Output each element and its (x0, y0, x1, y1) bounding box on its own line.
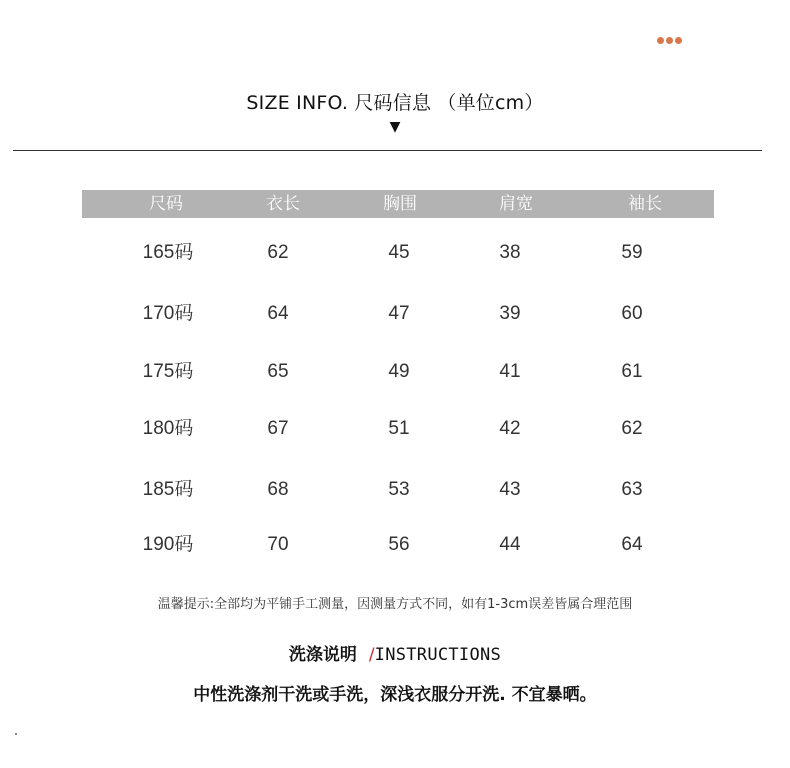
cell-length: 62 (267, 242, 289, 263)
cell-size: 170码 (142, 303, 194, 324)
cell-sleeve: 62 (621, 418, 643, 439)
title-slash: / (368, 645, 375, 665)
cell-length: 65 (267, 361, 289, 382)
cell-shoulder: 43 (499, 479, 521, 500)
cell-shoulder: 44 (499, 534, 521, 555)
table-header (82, 190, 714, 218)
cell-size: 180码 (142, 418, 194, 439)
cell-sleeve: 59 (621, 242, 643, 263)
cell-chest: 56 (388, 534, 410, 555)
wash-instructions-text: 中性洗涤剂干洗或手洗，深浅衣服分开洗. 不宜暴晒。 (193, 685, 597, 705)
cell-sleeve: 60 (621, 303, 643, 324)
cell-shoulder: 42 (499, 418, 521, 439)
cell-shoulder: 41 (499, 361, 521, 382)
table-row (82, 530, 714, 560)
dot (657, 37, 664, 44)
dot (666, 37, 673, 44)
cell-length: 70 (267, 534, 289, 555)
cell-size: 165码 (142, 242, 194, 263)
cell-size: 175码 (142, 361, 194, 382)
cell-size: 190码 (142, 534, 194, 555)
dot (675, 37, 682, 44)
down-arrow-icon: ▼ (389, 119, 401, 135)
page-title: SIZE INFO. 尺码信息 （单位cm） (246, 92, 544, 114)
header-shoulder: 肩宽 (499, 194, 533, 214)
cell-chest: 45 (388, 242, 410, 263)
wash-title-cn: 洗涤说明 (288, 645, 357, 665)
table-row (82, 299, 714, 329)
table-row (82, 357, 714, 387)
cell-length: 64 (267, 303, 289, 324)
divider (13, 150, 762, 151)
header-sleeve: 袖长 (628, 194, 662, 214)
header-length: 衣长 (266, 194, 300, 214)
cell-length: 68 (267, 479, 289, 500)
header-size: 尺码 (149, 194, 183, 214)
table-row (82, 414, 714, 444)
cell-chest: 51 (388, 418, 410, 439)
cell-shoulder: 39 (499, 303, 521, 324)
cell-length: 67 (267, 418, 289, 439)
measurement-note: 温馨提示:全部均为平铺手工测量，因测量方式不同，如有1-3cm误差皆属合理范围 (157, 597, 633, 612)
cell-sleeve: 61 (621, 361, 643, 382)
cell-shoulder: 38 (499, 242, 521, 263)
header-chest: 胸围 (383, 194, 417, 214)
cell-chest: 53 (388, 479, 410, 500)
cell-chest: 47 (388, 303, 410, 324)
cell-chest: 49 (388, 361, 410, 382)
table-row (82, 475, 714, 505)
table-row (82, 238, 714, 268)
wash-title-en: INSTRUCTIONS (374, 645, 502, 665)
cell-size: 185码 (142, 479, 194, 500)
cell-sleeve: 63 (621, 479, 643, 500)
more-dots-icon[interactable] (657, 37, 683, 45)
speck (15, 733, 17, 735)
wash-instructions-title (0, 640, 790, 665)
cell-sleeve: 64 (621, 534, 643, 555)
